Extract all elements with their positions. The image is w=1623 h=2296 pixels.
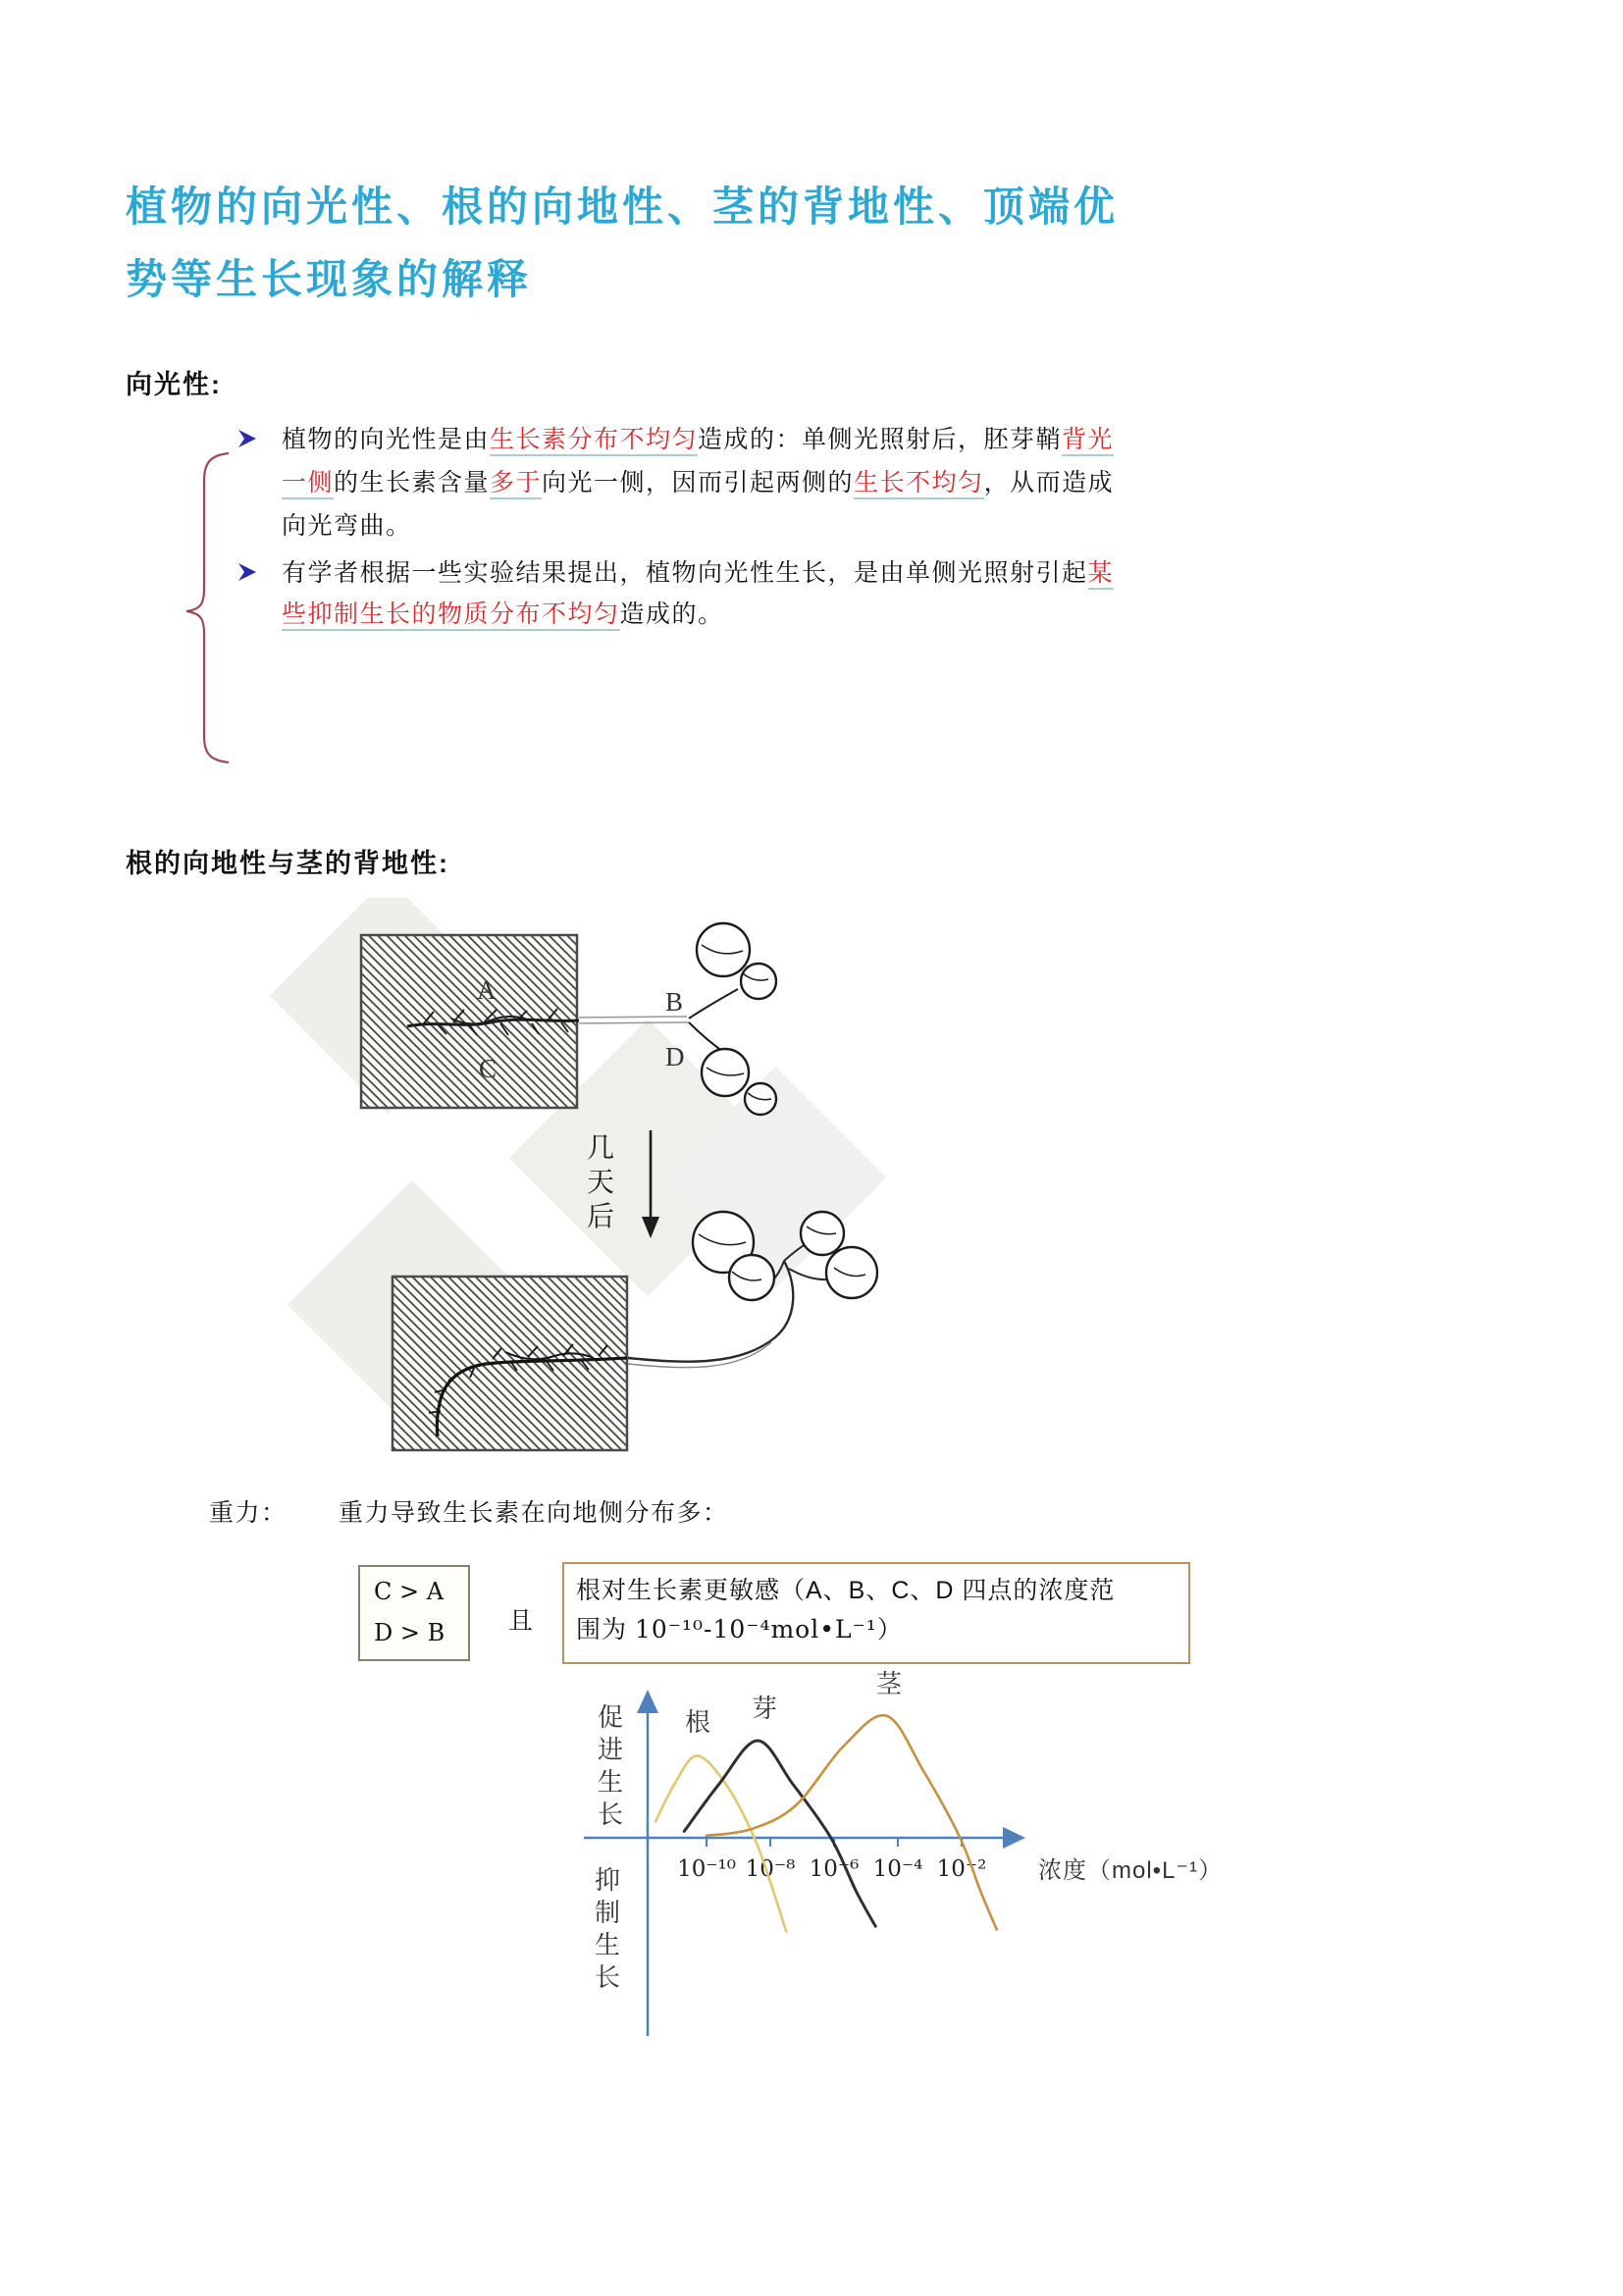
x-axis-label: 浓度（mol•L⁻¹）: [1038, 1857, 1224, 1884]
comparison-box-left: [358, 1565, 470, 1661]
svg-text:10⁻⁸: 10⁻⁸: [745, 1856, 796, 1882]
text-segment: 植物的向光性是由: [282, 426, 491, 453]
highlighted-segment: 某: [1088, 559, 1115, 590]
highlighted-segment: 多于: [490, 469, 542, 499]
phototropism-bullet1-line1: [282, 420, 1114, 455]
figure-label-c: C: [479, 1054, 497, 1083]
comparison-box-right: [562, 1562, 1190, 1664]
bullet-arrowhead-right-icon: [236, 428, 258, 449]
gravity-label: 重力：: [209, 1499, 288, 1527]
text-segment: 造成的：单侧光照射后，胚芽鞘: [698, 426, 1063, 453]
phototropism-bullet1-line3: [282, 506, 412, 542]
text-segment: 围为: [576, 1616, 635, 1644]
series-label-stem: 茎: [876, 1669, 903, 1698]
bullet-arrowhead-right-icon: [236, 561, 258, 583]
comparison-line-db: D > B: [374, 1619, 445, 1646]
svg-text:10⁻⁴: 10⁻⁴: [872, 1856, 923, 1882]
left-curly-brace-decoration: [167, 442, 245, 775]
series-label-bud: 芽: [752, 1694, 778, 1723]
concentration-range-formula: 10⁻¹⁰-10⁻⁴mol•L⁻¹: [634, 1615, 877, 1644]
text-segment: ，从而造成: [983, 469, 1115, 496]
y-axis-label-promote: 促进生长: [597, 1702, 623, 1829]
comparison-line-ca: C > A: [374, 1578, 445, 1605]
comparison-connector: 且: [508, 1607, 535, 1635]
section-heading-phototropism: 向光性:: [126, 370, 222, 399]
text-segment: 的生长素含量: [334, 469, 491, 496]
svg-text:10⁻¹⁰: 10⁻¹⁰: [677, 1856, 736, 1882]
svg-text:10⁻⁶: 10⁻⁶: [809, 1856, 860, 1882]
phototropism-bullet2-line2: [282, 595, 724, 630]
sensitivity-note-line1: 根对生长素更敏感（A、B、C、D 四点的浓度范: [576, 1577, 1116, 1604]
text-segment: 向光弯曲。: [282, 512, 412, 540]
highlighted-segment: 些抑制生长的物质分布不均匀: [282, 600, 620, 631]
geotropism-experiment-figure: [245, 898, 1079, 1472]
series-label-root: 根: [685, 1707, 711, 1737]
svg-text:10⁻²: 10⁻²: [936, 1856, 987, 1882]
page-title-line2: 势等生长现象的解释: [126, 256, 533, 302]
page-title-line1: 植物的向光性、根的向地性、茎的背地性、顶端优: [126, 183, 1120, 230]
text-segment: 造成的。: [619, 600, 724, 628]
phototropism-bullet1-line2: [282, 463, 1114, 498]
highlighted-segment: 背光: [1062, 426, 1114, 456]
highlighted-segment: 一侧: [282, 469, 334, 499]
phototropism-bullet2-line1: [282, 553, 1114, 589]
section-heading-geotropism: 根的向地性与茎的背地性:: [126, 849, 449, 878]
figure-label-b: B: [665, 987, 684, 1017]
days-later-label: 几天后: [586, 1132, 614, 1231]
sensitivity-note-line2: [576, 1610, 1177, 1649]
highlighted-segment: 生长不均匀: [854, 469, 984, 499]
highlighted-segment: 生长素分布不均匀: [490, 426, 698, 456]
gravity-text: 重力导致生长素在向地侧分布多：: [339, 1499, 729, 1527]
figure-label-d: D: [665, 1042, 685, 1071]
text-segment: 有学者根据一些实验结果提出，植物向光性生长，是由单侧光照射引起: [282, 559, 1088, 587]
text-segment: ）: [876, 1616, 903, 1644]
text-segment: 向光一侧，因而引起两侧的: [542, 469, 855, 496]
y-axis-label-inhibit: 抑制生长: [594, 1865, 620, 1992]
figure-label-a: A: [477, 975, 497, 1005]
